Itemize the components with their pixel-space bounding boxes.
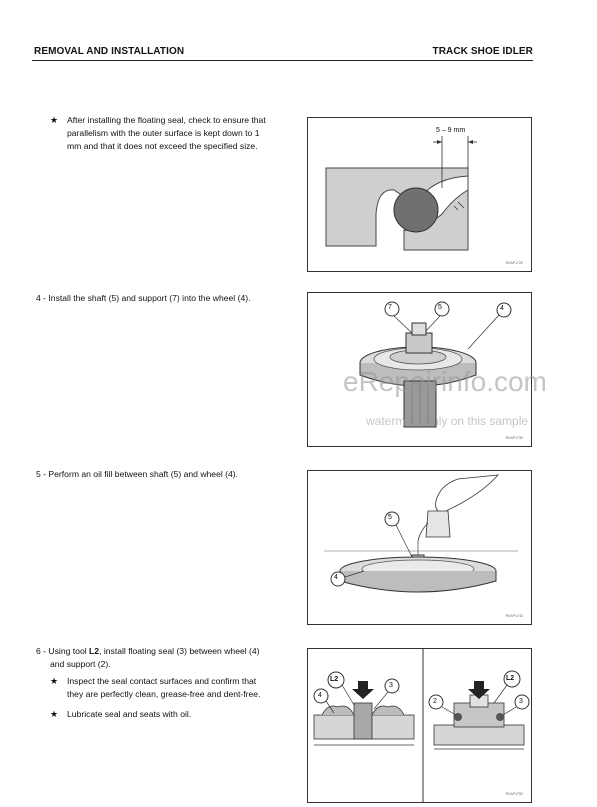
seal-check-note xyxy=(67,114,266,153)
text-line: parallelism with the outer surface is kept down to 1 xyxy=(67,128,260,138)
figure-code: RKAP1720 xyxy=(505,261,523,265)
figure-code: RKAP1750 xyxy=(505,792,523,796)
figure-code: RKAP1730 xyxy=(505,436,523,440)
inspection-note xyxy=(67,675,260,701)
text-line: they are perfectly clean, grease-free and dent-free. xyxy=(67,689,261,699)
star-bullet-icon: ★ xyxy=(50,676,59,686)
oil-fill-diagram xyxy=(308,471,531,624)
callout-label: 4 xyxy=(334,574,338,581)
step-4-text: 4 - Install the shaft (5) and support (7) into the wheel (4). xyxy=(36,293,251,303)
tool-ref: L2 xyxy=(89,646,100,656)
text-run: , install floating seal (3) between wheel (4) xyxy=(99,646,260,656)
seal-diagram xyxy=(308,118,531,271)
star-bullet-icon: ★ xyxy=(50,115,59,125)
text-line xyxy=(36,645,260,658)
text-run: 6 - Using tool xyxy=(36,646,90,656)
lubrication-note: Lubricate seal and seats with oil. xyxy=(67,709,192,719)
callout-label: 4 xyxy=(500,305,504,312)
callout-label: L2 xyxy=(506,675,515,682)
callout-label: 3 xyxy=(519,698,523,705)
dimension-label: 5 – 9 mm xyxy=(436,127,466,134)
callout-label: 5 xyxy=(438,304,442,311)
text-line: After installing the floating seal, check to ensure that xyxy=(67,115,266,125)
callout-label: L2 xyxy=(330,676,339,683)
callout-label: 7 xyxy=(388,304,392,311)
step-5-text: 5 - Perform an oil fill between shaft (5) and wheel (4). xyxy=(36,469,239,479)
callout-label: 2 xyxy=(433,698,437,705)
text-line: and support (2). xyxy=(50,659,111,669)
callout-label: 3 xyxy=(389,682,393,689)
header-rule xyxy=(32,60,533,61)
text-line: Inspect the seal contact surfaces and confirm that xyxy=(67,676,257,686)
figure-seal-install xyxy=(307,648,532,803)
callout-label: 4 xyxy=(318,692,322,699)
text-line: mm and that it does not exceed the specified size. xyxy=(67,141,258,151)
section-title: REMOVAL AND INSTALLATION xyxy=(34,46,185,57)
chapter-title: TRACK SHOE IDLER xyxy=(432,46,533,57)
figure-seal-parallelism xyxy=(307,117,532,272)
callout-label: 5 xyxy=(388,514,392,521)
watermark-subtext: watermark only on this sample xyxy=(366,414,529,428)
step-6-text xyxy=(36,645,260,671)
star-bullet-icon: ★ xyxy=(50,709,59,719)
watermark-text: eRepairinfo.com xyxy=(343,366,547,397)
seal-install-diagram xyxy=(308,649,531,802)
figure-oil-fill xyxy=(307,470,532,625)
figure-code: RKAP1740 xyxy=(505,614,523,618)
